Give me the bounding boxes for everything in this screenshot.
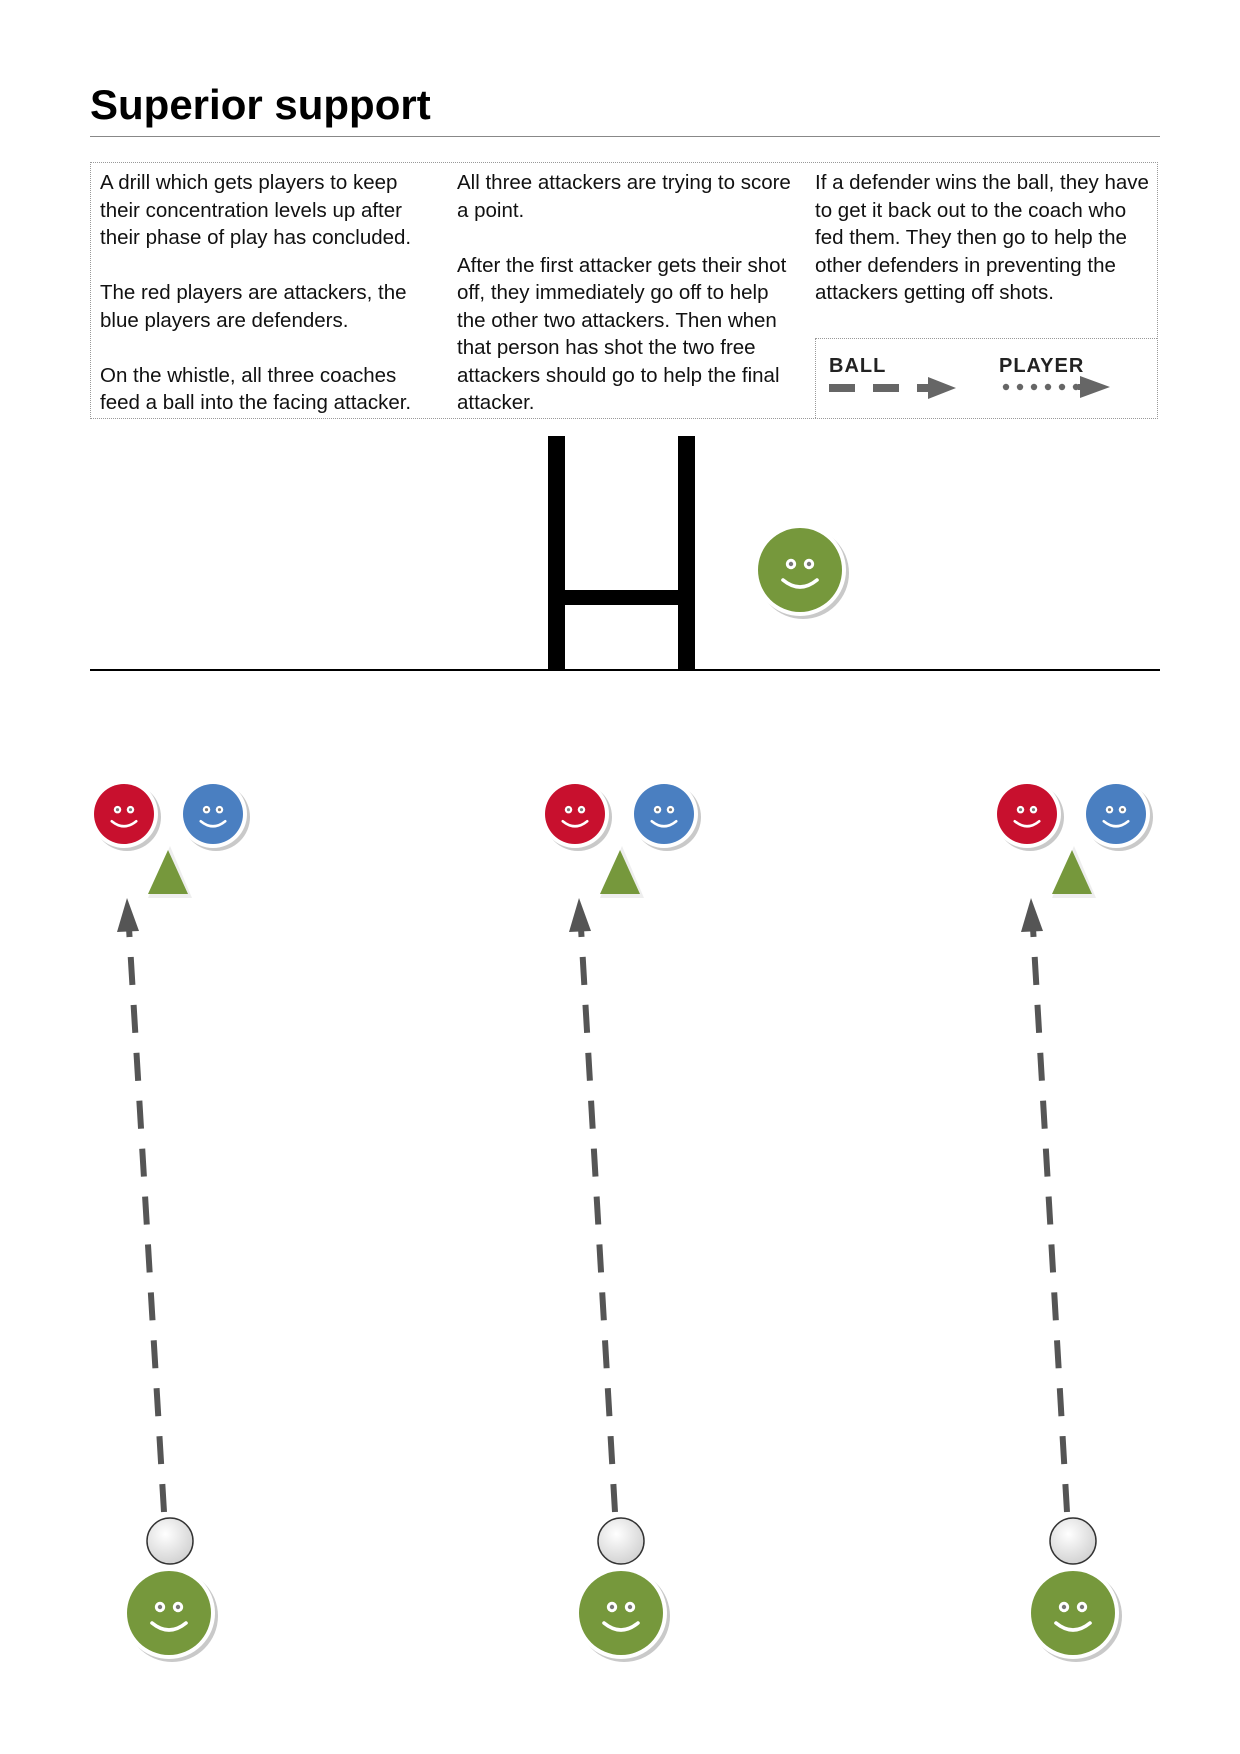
cone-marker [600, 850, 640, 894]
station-3 [993, 780, 1153, 1662]
cone-marker [148, 850, 188, 894]
attacker-player [993, 780, 1064, 851]
legend-player-label: PLAYER [999, 355, 1085, 377]
coach-player [754, 524, 849, 619]
defender-player [630, 780, 701, 851]
ball-pass-arrow [1021, 898, 1067, 1512]
goal-posts [548, 436, 695, 670]
coach-player [123, 1567, 218, 1662]
station-1 [90, 780, 250, 1662]
instruction-paragraph: If a defender wins the ball, they have to get it back out to the coach who fed them. They then go to help the other defenders in preventing the attackers getting off shots. [815, 171, 1149, 304]
instruction-paragraph: On the whistle, all three coaches feed a ball into the facing attacker. [100, 363, 412, 414]
legend-ball-label: BALL [829, 355, 887, 377]
instruction-paragraph: All three attackers are trying to score a point. [457, 171, 791, 222]
defender-player [1082, 780, 1153, 851]
ball [598, 1518, 644, 1564]
ball [1050, 1518, 1096, 1564]
instruction-paragraph: After the first attacker gets their shot off, they immediately go off to help the other two attackers. Then when that person has shot the two free attackers should go to help the final attacker. [457, 253, 787, 414]
page-title: Superior support [90, 81, 431, 128]
instruction-paragraph: The red players are attackers, the blue players are defenders. [100, 281, 407, 332]
cone-marker [1052, 850, 1092, 894]
defender-player [179, 780, 250, 851]
coach-player [1027, 1567, 1122, 1662]
instruction-paragraph: A drill which gets players to keep their concentration levels up after their phase of play has concluded. [100, 171, 412, 249]
attacker-player [541, 780, 612, 851]
ball [147, 1518, 193, 1564]
ball-pass-arrow [117, 898, 164, 1512]
station-2 [541, 780, 701, 1662]
coach-player [575, 1567, 670, 1662]
attacker-player [90, 780, 161, 851]
ball-pass-arrow [569, 898, 615, 1512]
